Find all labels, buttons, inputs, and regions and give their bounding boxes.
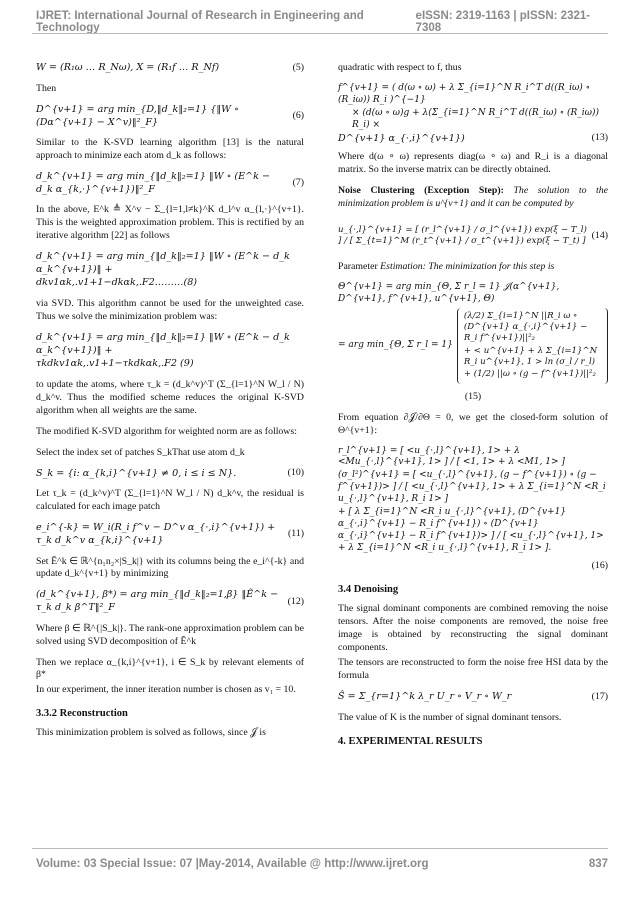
section-heading-reconstruction: 3.3.2 Reconstruction <box>36 708 128 720</box>
equation-15-cases <box>457 308 608 384</box>
paragraph-modified: The modified K-SVD algorithm for weighted norm are as follows: <box>36 425 297 437</box>
equation-6-body: D^{v+1} = arg min_{D,‖d_k‖₂=1} {‖W ∘ (Dα^{v+1} − X^v)‖²_F} <box>36 103 239 128</box>
page-number: 837 <box>588 858 608 870</box>
equation-5-number: (5) <box>292 62 304 73</box>
paragraph-set: Set Ẽ^k ∈ ℝ^{n₁n₂×|S_k|} with its columns being the e_i^{-k} and update d_k^{v+1} by minimizing <box>36 555 304 580</box>
equation-8-line1 <box>36 251 304 276</box>
equation-15 <box>338 282 608 385</box>
equation-17-number: (17) <box>591 690 608 702</box>
equation-16-sigma-part1: (σ_l²)^{v+1} = [ <u_{·,l}^{v+1}, (g − f^{v+1}) ∘ (g − f^{v+1})> ] / [ <u_{·,l}^{v+1}, 1> + λ Σ_{i=1}^N <R_i u_{·,l}^{v+1}, R_i 1> ] <box>338 470 606 505</box>
footer-rule <box>32 848 608 849</box>
equation-13-line3: D^{v+1} α_{·,i}^{v+1}) <box>338 132 465 144</box>
equation-17-body: Ŝ = Σ_{r=1}^k λ_r U_r ∘ V_r ∘ W_r <box>338 690 512 702</box>
parameter-text: Estimation: The minimization for this step is <box>380 261 555 273</box>
equation-16-number: (16) <box>591 560 608 572</box>
equation-8-line2-text: dkv1αk,.v1+1−dkαk,.F2………(8) <box>36 277 198 289</box>
equation-12-number: (12) <box>287 595 304 607</box>
equation-7-body: d_k^{v+1} = arg min_{‖d_k‖₂=1} ‖W ∘ (E^k − d_k α_{k,·}^{v+1})‖²_F <box>36 171 271 195</box>
paragraph-quadratic: quadratic with respect to f, thus <box>338 62 462 73</box>
paragraph-let: Let τ_k = (d_k^v)^T (Σ_{l=1}^N W_l / N) d_k^v, the residual is calculated for each image patch <box>36 488 304 513</box>
parameter-label: Parameter <box>338 261 378 273</box>
exception-step-label: (Exception Step): <box>424 185 504 197</box>
paragraph-where: Where β ∈ ℝ^{|S_k|}. The rank-one approximation problem can be solved using SVD decomposition of Ẽ^k <box>36 622 304 647</box>
paragraph-experiment: In our experiment, the inner iteration number is chosen as v₁ = 10. <box>36 684 296 696</box>
clustering-label: Clustering <box>370 185 415 197</box>
equation-13-line2: × (d(ω ∘ ω)g + λ(Σ_{i=1}^N R_i^T d((R_iω) ∘ (R_iω)) R_i) × <box>352 107 599 130</box>
equation-8-line2 <box>36 277 304 290</box>
paragraph-parameter <box>338 261 608 274</box>
equation-14-number: (14) <box>591 229 608 241</box>
running-header <box>36 10 608 32</box>
equation-5-body: W = (R₁ω … R_Nω), X = (R₁f … R_Nf) <box>36 62 220 74</box>
equation-13-number: (13) <box>591 132 608 144</box>
equation-16 <box>338 446 608 555</box>
paragraph-update: to update the atoms, where τ_k = (d_k^v)^T (Σ_{l=1}^N W_l / N) d_k^v. Thus the modified scheme reduces the original K-SVD algorithm when all weights are the same. <box>36 378 304 416</box>
equation-15-case2: + < u^{v+1} + λ Σ_{i=1}^N R_i u^{v+1}, 1 > ln (σ_l / r_l) <box>463 345 598 368</box>
paragraph-svd: via SVD. This algorithm cannot be used for the unweighted case. Thus we solve the minimization problem was: <box>36 298 304 322</box>
paragraph-from-equation: From equation ∂𝒥/∂Θ = 0, we get the closed-form solution of Θ^{v+1}: <box>338 411 608 436</box>
paragraph-then-replace: Then we replace α_{k,i}^{v+1}, i ∈ S_k by relevant elements of β* <box>36 656 304 681</box>
equation-11-body: e_i^{-k} = W_i(R_i f^v − D^v α_{·,i}^{v+1}) + τ_k d_k^v α_{k,i}^{v+1} <box>36 522 276 546</box>
paragraph-denoising-1: The signal dominant components are combined removing the noise tensors. After the noise components are removed, the noise free image is obtained by reconstructing the signal dominant components. <box>338 603 608 653</box>
equation-5 <box>36 62 304 75</box>
paragraph-select: Select the index set of patches S_kThat use atom d_k <box>36 446 245 458</box>
equation-9 <box>36 332 304 371</box>
equation-7 <box>36 171 304 196</box>
equation-10-number: (10) <box>287 467 304 479</box>
equation-14 <box>338 219 608 253</box>
equation-16-sigma-part2: + [ λ Σ_{i=1}^N <R_i u_{·,l}^{v+1}, (D^{v+1} α_{·,i}^{v+1} − R_i f^{v+1}) ∘ (D^{v+1} α_{·,i}^{v+1} − R_i f^{v+1})> ] / [ <u_{·,l}^{v+1}, 1> + λ Σ_{i=1}^N <R_i u_{·,l}^{v+1}, R_i 1> ]. <box>338 506 604 553</box>
paragraph-diag: Where d(ω ∘ ω) represents diag(ω ∘ ω) and R_i is a diagonal matrix. So the inverse matrix can be directly obtained. <box>338 151 608 176</box>
equation-9-line1 <box>36 332 304 357</box>
section-heading-experimental-results: 4. EXPERIMENTAL RESULTS <box>338 735 483 747</box>
equation-6-number: (6) <box>292 110 304 122</box>
equation-16-r: r_l^{v+1} = [ <u_{·,l}^{v+1}, 1> + λ <Mu_{·,l}^{v+1}, 1> ] / [ <1, 1> + λ <M1, 1> ] <box>338 445 565 468</box>
section-heading-denoising: 3.4 Denoising <box>338 584 399 596</box>
equation-15-case3: + (1/2) ||ω ∘ (g − f^{v+1})||²₂ <box>463 369 596 380</box>
running-footer <box>36 858 608 870</box>
equation-15-argmin: = arg min_{Θ, Σ r_l = 1} <box>338 339 453 350</box>
equation-8 <box>36 251 304 290</box>
equation-6 <box>36 104 304 129</box>
journal-title: IJRET: International Journal of Research in Engineering and Technology <box>36 10 364 34</box>
equation-9-line2 <box>36 358 304 371</box>
paragraph-denoising-2: The tensors are reconstructed to form the noise free HSI data by the formula <box>338 656 608 681</box>
paragraph-above: In the above, E^k ≜ X^v − Σ_{l=1,l≠k}^K d_l^v α_{l,·}^{v+1}. This is the weighted approximation problem. This is rectified by an iterative algorithm [22] as follows <box>36 204 304 242</box>
equation-13-line1: f^{v+1} = ( d(ω ∘ ω) + λ Σ_{i=1}^N R_i^T d((R_iω) ∘ (R_iω)) R_i )^{−1} <box>338 82 591 105</box>
equation-12 <box>36 589 304 614</box>
header-rule <box>32 33 608 34</box>
paragraph-k-value: The value of K is the number of signal dominant tensors. <box>338 711 562 723</box>
paragraph-noise-clustering <box>338 185 608 211</box>
paragraph-ksvd: Similar to the K-SVD learning algorithm [13] is the natural approach to minimize each atom d_k as follows: <box>36 137 304 162</box>
equation-9-line1-text: d_k^{v+1} = arg min_{‖d_k‖₂=1} ‖W ∘ (E^k − d_k α_k^{v+1})‖ + <box>36 331 290 356</box>
equation-15-number: (15) <box>464 390 482 402</box>
equation-7-number: (7) <box>292 177 304 189</box>
left-column <box>36 62 304 748</box>
noise-label: Noise <box>338 185 361 197</box>
paragraph-reconstruction: This minimization problem is solved as follows, since 𝒥 is <box>36 727 266 739</box>
noise-clustering-text: The solution to the minimization problem is u^{v+1} and it can be computed by <box>338 185 609 210</box>
volume-info: Volume: 03 Special Issue: 07 |May-2014, Available @ http://www.ijret.org <box>36 858 429 870</box>
paragraph-then: Then <box>36 82 57 94</box>
equation-10-body: S_k = {i: α_{k,i}^{v+1} ≠ 0, i ≤ i ≤ N}. <box>36 467 237 479</box>
equation-13 <box>338 83 608 145</box>
equation-17 <box>338 691 608 704</box>
equation-12-body: (d_k^{v+1}, β*) = arg min_{‖d_k‖₂=1,β} ‖Ẽ^k − τ_k d_k β^T‖²_F <box>36 589 279 614</box>
issn: eISSN: 2319-1163 | pISSN: 2321-7308 <box>415 10 591 34</box>
equation-11-number: (11) <box>288 528 304 540</box>
equation-15-lhs: Θ^{v+1} = arg min_{Θ, Σ r_l = 1} 𝒥(α^{v+1}, D^{v+1}, f^{v+1}, u^{v+1}, Θ) <box>338 281 560 304</box>
equation-15-case1: (λ/2) Σ_{i=1}^N ||R_i ω ∘ (D^{v+1} α_{·,i}^{v+1} − R_i f^{v+1})||²₂ <box>463 310 588 344</box>
equation-14-body: u_{·,l}^{v+1} = [ (r_l^{v+1} / σ_l^{v+1}) exp(ξ − T_l) ] / [ Σ_{t=1}^M (r_t^{v+1} / σ_t^{v+1}) exp(ξ − T_t) ] <box>338 224 587 247</box>
equation-11 <box>36 522 304 547</box>
equation-10 <box>36 467 304 480</box>
right-column <box>338 62 608 754</box>
equation-9-line2-text: τkdkv1αk,.v1+1−τkdkαk,.F2 (9) <box>36 358 194 370</box>
equation-8-line1-text: d_k^{v+1} = arg min_{‖d_k‖₂=1} ‖W ∘ (E^k − d_k α_k^{v+1})‖ + <box>36 251 290 275</box>
